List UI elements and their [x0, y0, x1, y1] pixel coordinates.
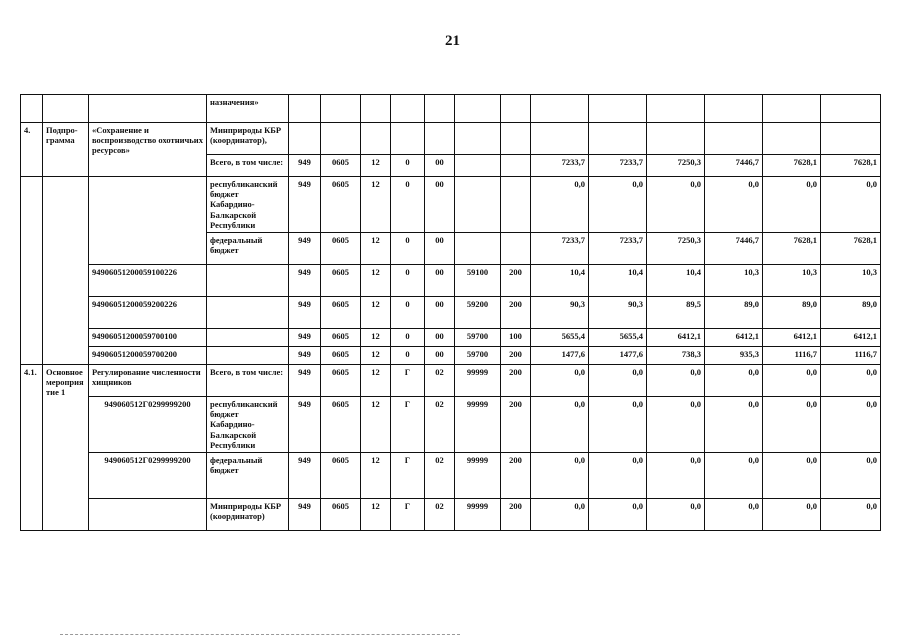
cell-rz: 0605	[321, 328, 361, 346]
cell-pr: 12	[361, 328, 391, 346]
cell-y3: 7250,3	[647, 232, 705, 264]
cell-y2: 5655,4	[589, 328, 647, 346]
cell-y2	[589, 123, 647, 155]
cell-rz: 0605	[321, 296, 361, 328]
cell-source	[207, 328, 289, 346]
cell-y4: 0,0	[705, 498, 763, 530]
cell-y5: 1116,7	[763, 346, 821, 364]
cell-y5	[763, 123, 821, 155]
cell-y5: 0,0	[763, 452, 821, 498]
cell-y4: 935,3	[705, 346, 763, 364]
cell-y6: 0,0	[821, 452, 881, 498]
cell-grbs: 949	[289, 155, 321, 177]
cell-y1: 5655,4	[531, 328, 589, 346]
cell-name: 94906051200059700100	[89, 328, 207, 346]
budget-table	[20, 94, 881, 531]
cell-pr: 12	[361, 498, 391, 530]
cell-grbs: 949	[289, 232, 321, 264]
cell-name	[89, 498, 207, 530]
cell-pr: 12	[361, 346, 391, 364]
cell-y1: 7233,7	[531, 232, 589, 264]
cell-y2: 0,0	[589, 498, 647, 530]
cell-pr: 12	[361, 264, 391, 296]
cell-y6: 89,0	[821, 296, 881, 328]
cell-num	[21, 95, 43, 123]
cell-y4	[705, 123, 763, 155]
cell-name	[89, 95, 207, 123]
cell-g2: 00	[425, 346, 455, 364]
cell-y6: 0,0	[821, 498, 881, 530]
cell-csr	[455, 123, 501, 155]
cell-g2: 02	[425, 498, 455, 530]
cell-y1	[531, 123, 589, 155]
cell-source: Всего, в том числе:	[207, 155, 289, 177]
cell-name: Регулирование численности хищников	[89, 364, 207, 396]
table-row	[21, 452, 881, 498]
cell-vr: 100	[501, 328, 531, 346]
cell-csr: 99999	[455, 452, 501, 498]
cell-grbs: 949	[289, 328, 321, 346]
cell-y6: 7628,1	[821, 232, 881, 264]
cell-vr: 200	[501, 264, 531, 296]
cell-vr: 200	[501, 346, 531, 364]
cell-grbs: 949	[289, 296, 321, 328]
cell-pr	[361, 123, 391, 155]
cell-pr: 12	[361, 452, 391, 498]
cell-y5: 0,0	[763, 364, 821, 396]
cell-y6	[821, 123, 881, 155]
cell-rz: 0605	[321, 155, 361, 177]
cell-g2: 00	[425, 264, 455, 296]
cell-source: назначения»	[207, 95, 289, 123]
cell-y3: 6412,1	[647, 328, 705, 346]
table-row	[21, 498, 881, 530]
cell-g1	[391, 123, 425, 155]
table-row	[21, 346, 881, 364]
cell-grbs	[289, 123, 321, 155]
cell-vr	[501, 123, 531, 155]
cell-y2: 7233,7	[589, 232, 647, 264]
cell-g1: 0	[391, 177, 425, 233]
cell-g1: 0	[391, 264, 425, 296]
cell-source: республиканский бюджет Кабардино-Балкарской Республики	[207, 177, 289, 233]
cell-y4: 6412,1	[705, 328, 763, 346]
page-number: 21	[445, 33, 460, 49]
cell-y2	[589, 95, 647, 123]
cell-source: федеральный бюджет	[207, 452, 289, 498]
cell-g1: 0	[391, 328, 425, 346]
cell-y4	[705, 95, 763, 123]
cell-num: 4.	[21, 123, 43, 177]
cell-y2: 0,0	[589, 364, 647, 396]
cell-num	[21, 177, 43, 365]
cell-pr: 12	[361, 177, 391, 233]
cell-y3: 0,0	[647, 396, 705, 452]
cell-rz: 0605	[321, 177, 361, 233]
cell-g1: Г	[391, 396, 425, 452]
cell-y2: 10,4	[589, 264, 647, 296]
cell-grbs: 949	[289, 452, 321, 498]
cell-vr	[501, 155, 531, 177]
cell-vr: 200	[501, 396, 531, 452]
cell-rz: 0605	[321, 364, 361, 396]
cell-pr: 12	[361, 364, 391, 396]
page-bottom-divider	[60, 634, 460, 636]
cell-y1: 0,0	[531, 177, 589, 233]
cell-y5: 6412,1	[763, 328, 821, 346]
table-row	[21, 123, 881, 155]
cell-csr	[455, 232, 501, 264]
cell-y1: 0,0	[531, 364, 589, 396]
cell-g1	[391, 95, 425, 123]
cell-g1: Г	[391, 452, 425, 498]
cell-y3: 738,3	[647, 346, 705, 364]
cell-y4: 0,0	[705, 177, 763, 233]
cell-g2: 02	[425, 364, 455, 396]
cell-y2: 0,0	[589, 177, 647, 233]
cell-grbs: 949	[289, 396, 321, 452]
cell-name: 949060512Г0299999200	[89, 452, 207, 498]
cell-vr: 200	[501, 498, 531, 530]
cell-y6: 6412,1	[821, 328, 881, 346]
cell-g2: 02	[425, 396, 455, 452]
cell-vr	[501, 232, 531, 264]
cell-g2: 00	[425, 177, 455, 233]
cell-y1: 0,0	[531, 498, 589, 530]
cell-source	[207, 264, 289, 296]
table-row	[21, 95, 881, 123]
cell-y1: 90,3	[531, 296, 589, 328]
cell-rz	[321, 95, 361, 123]
cell-name: 94906051200059200226	[89, 296, 207, 328]
cell-y6	[821, 95, 881, 123]
cell-y1: 0,0	[531, 452, 589, 498]
cell-g2	[425, 123, 455, 155]
cell-rz: 0605	[321, 232, 361, 264]
cell-y5: 0,0	[763, 498, 821, 530]
cell-csr: 59100	[455, 264, 501, 296]
cell-pr: 12	[361, 232, 391, 264]
cell-y3: 89,5	[647, 296, 705, 328]
table-row	[21, 364, 881, 396]
cell-name: 94906051200059100226	[89, 264, 207, 296]
cell-source: федеральный бюджет	[207, 232, 289, 264]
cell-y6: 0,0	[821, 177, 881, 233]
cell-vr: 200	[501, 296, 531, 328]
cell-csr: 99999	[455, 498, 501, 530]
cell-vr: 200	[501, 452, 531, 498]
cell-y5	[763, 95, 821, 123]
cell-csr	[455, 95, 501, 123]
cell-y6: 0,0	[821, 364, 881, 396]
table-row	[21, 177, 881, 233]
cell-y6: 0,0	[821, 396, 881, 452]
cell-grbs: 949	[289, 264, 321, 296]
cell-rz: 0605	[321, 346, 361, 364]
cell-y6: 7628,1	[821, 155, 881, 177]
cell-y4: 7446,7	[705, 232, 763, 264]
cell-name: 94906051200059700200	[89, 346, 207, 364]
cell-y2: 0,0	[589, 452, 647, 498]
cell-rz: 0605	[321, 452, 361, 498]
cell-y1: 10,4	[531, 264, 589, 296]
cell-y4: 0,0	[705, 364, 763, 396]
cell-y4: 7446,7	[705, 155, 763, 177]
cell-source	[207, 346, 289, 364]
cell-y3: 0,0	[647, 364, 705, 396]
cell-source: Минприроды КБР (координатор)	[207, 498, 289, 530]
cell-y3: 0,0	[647, 452, 705, 498]
table-row	[21, 264, 881, 296]
cell-name: «Сохранение и воспроизводство охотничьих ресурсов»	[89, 123, 207, 177]
cell-rz: 0605	[321, 498, 361, 530]
cell-g1: 0	[391, 232, 425, 264]
cell-rz: 0605	[321, 264, 361, 296]
cell-g1: 0	[391, 155, 425, 177]
cell-g1: 0	[391, 296, 425, 328]
cell-y5: 7628,1	[763, 232, 821, 264]
cell-y1: 1477,6	[531, 346, 589, 364]
cell-csr: 99999	[455, 396, 501, 452]
cell-y5: 0,0	[763, 396, 821, 452]
cell-y6: 10,3	[821, 264, 881, 296]
cell-pr: 12	[361, 155, 391, 177]
cell-g2: 00	[425, 155, 455, 177]
cell-y3	[647, 95, 705, 123]
cell-type	[43, 177, 89, 365]
cell-y3: 0,0	[647, 177, 705, 233]
cell-y5: 0,0	[763, 177, 821, 233]
cell-rz: 0605	[321, 396, 361, 452]
cell-y6: 1116,7	[821, 346, 881, 364]
cell-y4: 0,0	[705, 396, 763, 452]
cell-num: 4.1.	[21, 364, 43, 530]
cell-source	[207, 296, 289, 328]
table-row	[21, 296, 881, 328]
cell-rz	[321, 123, 361, 155]
table-row	[21, 396, 881, 452]
cell-grbs	[289, 95, 321, 123]
cell-pr: 12	[361, 396, 391, 452]
cell-y1	[531, 95, 589, 123]
cell-y3: 0,0	[647, 498, 705, 530]
cell-csr	[455, 177, 501, 233]
cell-csr: 59700	[455, 328, 501, 346]
cell-csr: 59200	[455, 296, 501, 328]
cell-csr	[455, 155, 501, 177]
cell-y2: 1477,6	[589, 346, 647, 364]
cell-y5: 89,0	[763, 296, 821, 328]
cell-y2: 7233,7	[589, 155, 647, 177]
cell-y3: 10,4	[647, 264, 705, 296]
cell-y3	[647, 123, 705, 155]
cell-grbs: 949	[289, 498, 321, 530]
cell-y5: 7628,1	[763, 155, 821, 177]
cell-type: Подпро-грамма	[43, 123, 89, 177]
cell-name: 949060512Г0299999200	[89, 396, 207, 452]
cell-g1: Г	[391, 498, 425, 530]
cell-source: Всего, в том числе:	[207, 364, 289, 396]
cell-g2	[425, 95, 455, 123]
cell-type: Основное мероприятие 1	[43, 364, 89, 530]
cell-y5: 10,3	[763, 264, 821, 296]
cell-y4: 89,0	[705, 296, 763, 328]
cell-source: республиканский бюджет Кабардино-Балкарской Республики	[207, 396, 289, 452]
cell-pr	[361, 95, 391, 123]
cell-g2: 00	[425, 296, 455, 328]
cell-vr	[501, 177, 531, 233]
cell-g1: Г	[391, 364, 425, 396]
cell-g2: 00	[425, 232, 455, 264]
cell-g1: 0	[391, 346, 425, 364]
table-row	[21, 328, 881, 346]
cell-csr: 59700	[455, 346, 501, 364]
cell-y1: 7233,7	[531, 155, 589, 177]
cell-name	[89, 177, 207, 265]
cell-y4: 0,0	[705, 452, 763, 498]
cell-y3: 7250,3	[647, 155, 705, 177]
cell-pr: 12	[361, 296, 391, 328]
cell-g2: 02	[425, 452, 455, 498]
cell-grbs: 949	[289, 346, 321, 364]
cell-grbs: 949	[289, 364, 321, 396]
cell-csr: 99999	[455, 364, 501, 396]
cell-type	[43, 95, 89, 123]
cell-y4: 10,3	[705, 264, 763, 296]
cell-y2: 90,3	[589, 296, 647, 328]
cell-source: Минприроды КБР (координатор),	[207, 123, 289, 155]
cell-grbs: 949	[289, 177, 321, 233]
cell-vr	[501, 95, 531, 123]
cell-g2: 00	[425, 328, 455, 346]
cell-y2: 0,0	[589, 396, 647, 452]
cell-y1: 0,0	[531, 396, 589, 452]
cell-vr: 200	[501, 364, 531, 396]
